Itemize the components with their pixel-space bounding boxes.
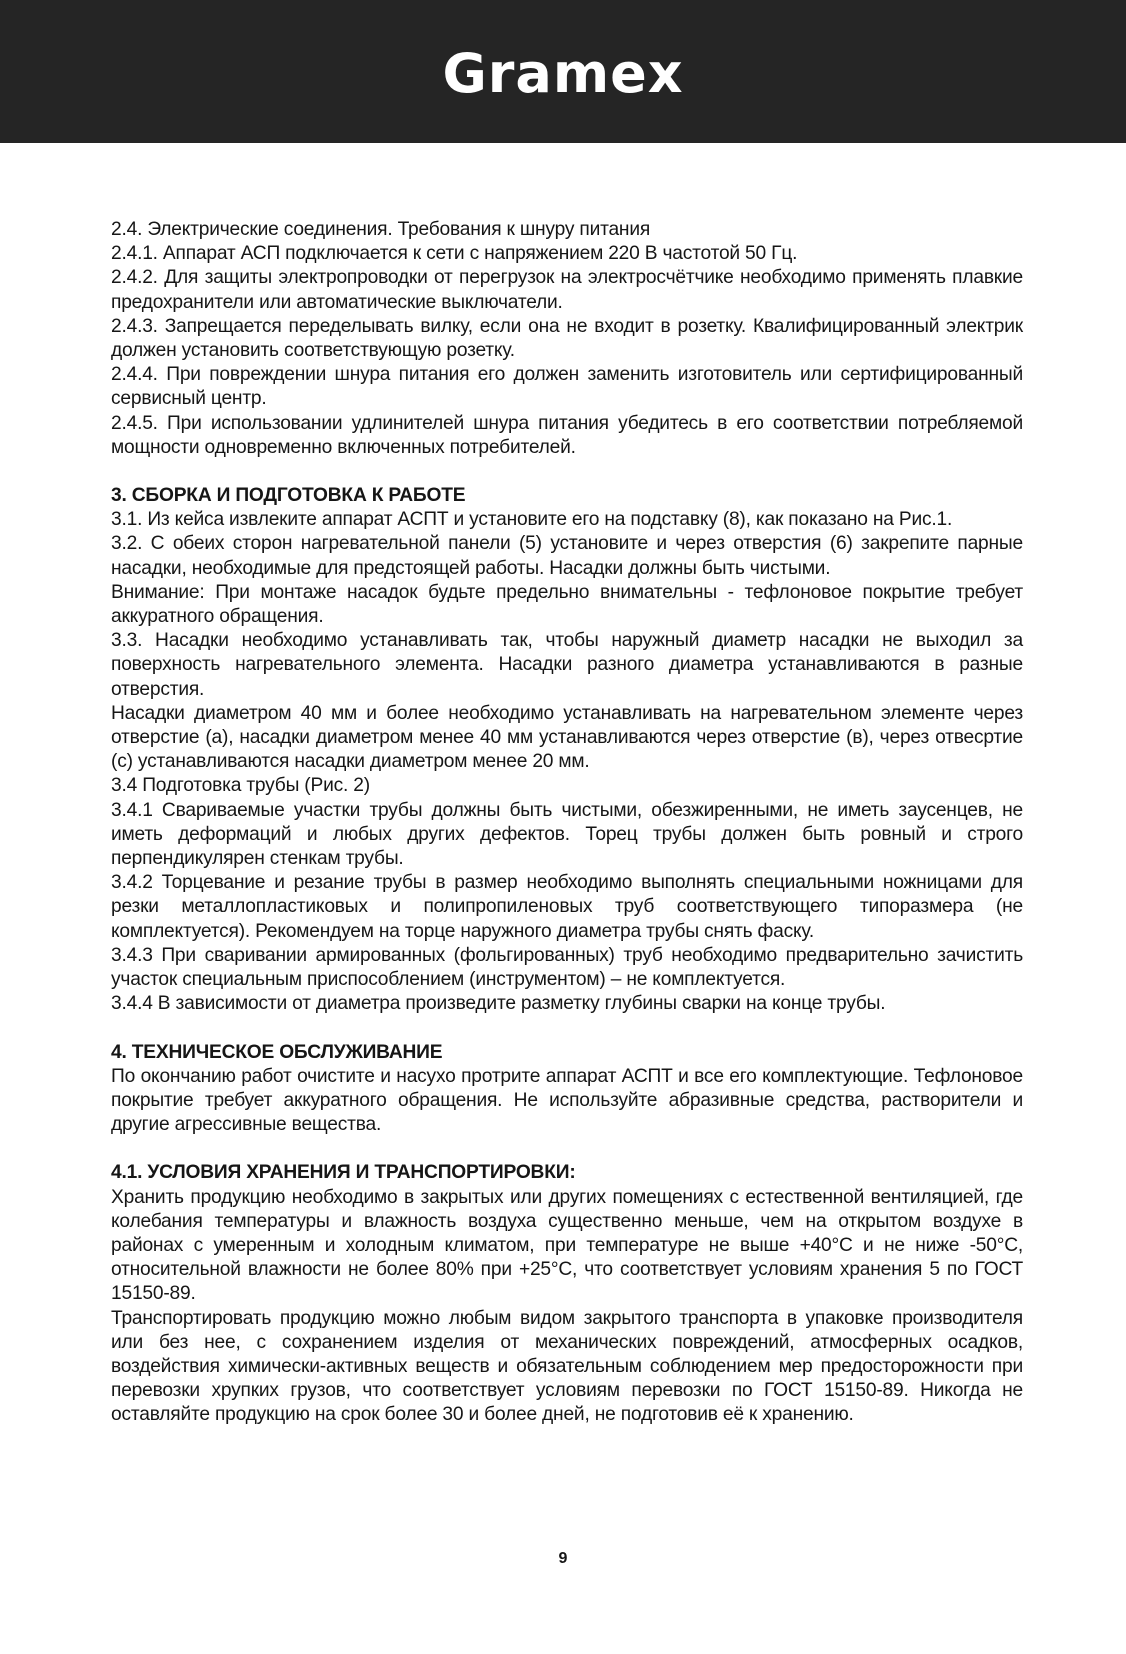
section-maintenance [111, 1041, 1023, 1138]
paragraph: 2.4.2. Для защиты электропроводки от перегрузок на электросчётчике необходимо применять плавкие предохранители или автоматические выключатели. [111, 267, 1023, 313]
paragraph: 2.4.4. При повреждении шнура питания его должен заменить изготовитель или сертифицированный сервисный центр. [111, 364, 1023, 410]
paragraph: Хранить продукцию необходимо в закрытых или других помещениях с естественной вентиляцией, где колебания температуры и влажность воздуха существенно меньше, чем на открытом воздухе в районах с умеренным и холодным климатом, при температуре не выше +40°С и не ниже -50°С, относительной влажности не более 80% при +25°С, что соответствует условиям хранения 5 по ГОСТ 15150-89. [111, 1186, 1023, 1305]
paragraph: 3.4 Подготовка трубы (Рис. 2) [111, 775, 370, 797]
paragraph: 3.4.1 Свариваемые участки трубы должны быть чистыми, обезжиренными, не иметь заусенцев, не иметь деформаций и любых других дефектов. Торец трубы должен быть ровный и строго перпендикулярен стенкам трубы. [111, 799, 1023, 870]
paragraph: 3.4.2 Торцевание и резание трубы в размер необходимо выполнять специальными ножницами для резки металлопластиковых и полипропиленовых труб соответствующего типоразмера (не комплектуется). Рекомендуем на торце наружного диаметра трубы снять фаску. [111, 872, 1023, 942]
section-heading: 3. СБОРКА И ПОДГОТОВКА К РАБОТЕ [111, 485, 466, 507]
section-electrical-connections [111, 218, 1023, 460]
paragraph: 2.4.5. При использовании удлинителей шнура питания убедитесь в его соответствии потребляемой мощности одновременно включенных потребителей. [111, 412, 1023, 458]
paragraph: 3.1. Из кейса извлеките аппарат АСПТ и установите его на подставку (8), как показано на Рис.1. [111, 509, 953, 531]
section-storage-transport [111, 1161, 1023, 1427]
paragraph: По окончанию работ очистите и насухо протрите аппарат АСПТ и все его комплектующие. Тефлоновое покрытие требует аккуратного обращения. Не используйте абразивные средства, растворители и другие агрессивные вещества. [111, 1065, 1023, 1136]
section-heading: 4. ТЕХНИЧЕСКОЕ ОБСЛУЖИВАНИЕ [111, 1041, 443, 1063]
brand-logo: Gramex [442, 42, 684, 105]
section-assembly [111, 484, 1023, 1016]
paragraph: 2.4.3. Запрещается переделывать вилку, если она не входит в розетку. Квалифицированный электрик должен установить соответствующую розетку. [111, 315, 1023, 362]
header-bar [0, 0, 1126, 143]
paragraph: 2.4.1. Аппарат АСП подключается к сети с напряжением 220 В частотой 50 Гц. [111, 243, 798, 265]
page-number: 9 [558, 1550, 568, 1567]
paragraph: 3.4.4 В зависимости от диаметра произведите разметку глубины сварки на конце трубы. [111, 993, 886, 1015]
paragraph: 3.3. Насадки необходимо устанавливать так, чтобы наружный диаметр насадки не выходил за поверхность нагревательного элемента. Насадки разного диаметра устанавливаются в разные отверстия. [111, 630, 1023, 700]
paragraph: Насадки диаметром 40 мм и более необходимо устанавливать на нагревательном элементе через отверстие (а), насадки диаметром менее 40 мм устанавливаются через отверстие (в), через отвесртие (с) устанавливаются насадки диаметром менее 20 мм. [111, 702, 1023, 773]
paragraph: Транспортировать продукцию можно любым видом закрытого транспорта в упаковке производителя или без нее, с сохранением изделия от механических повреждений, атмосферных осадков, воздействия химически-активных веществ и обязательным соблюдением мер предосторожности при перевозки хрупких грузов, что соответствует условиям перевозки по ГОСТ 15150-89. Никогда не оставляйте продукцию на срок более 30 и более дней, не подготовив её к хранению. [111, 1307, 1023, 1426]
document-body [111, 218, 1023, 1428]
paragraph: 3.4.3 При сваривании армированных (фольгированных) труб необходимо предварительно зачистить участок специальным приспособлением (инструментом) – не комплектуется. [111, 944, 1023, 991]
paragraph: Внимание: При монтаже насадок будьте предельно внимательны - тефлоновое покрытие требует аккуратного обращения. [111, 581, 1023, 628]
section-heading: 4.1. УСЛОВИЯ ХРАНЕНИЯ И ТРАНСПОРТИРОВКИ: [111, 1162, 576, 1184]
paragraph: 2.4. Электрические соединения. Требования к шнуру питания [111, 219, 651, 240]
paragraph: 3.2. С обеих сторон нагревательной панели (5) установите и через отверстия (6) закрепите парные насадки, необходимые для предстоящей работы. Насадки должны быть чистыми. [111, 533, 1023, 579]
